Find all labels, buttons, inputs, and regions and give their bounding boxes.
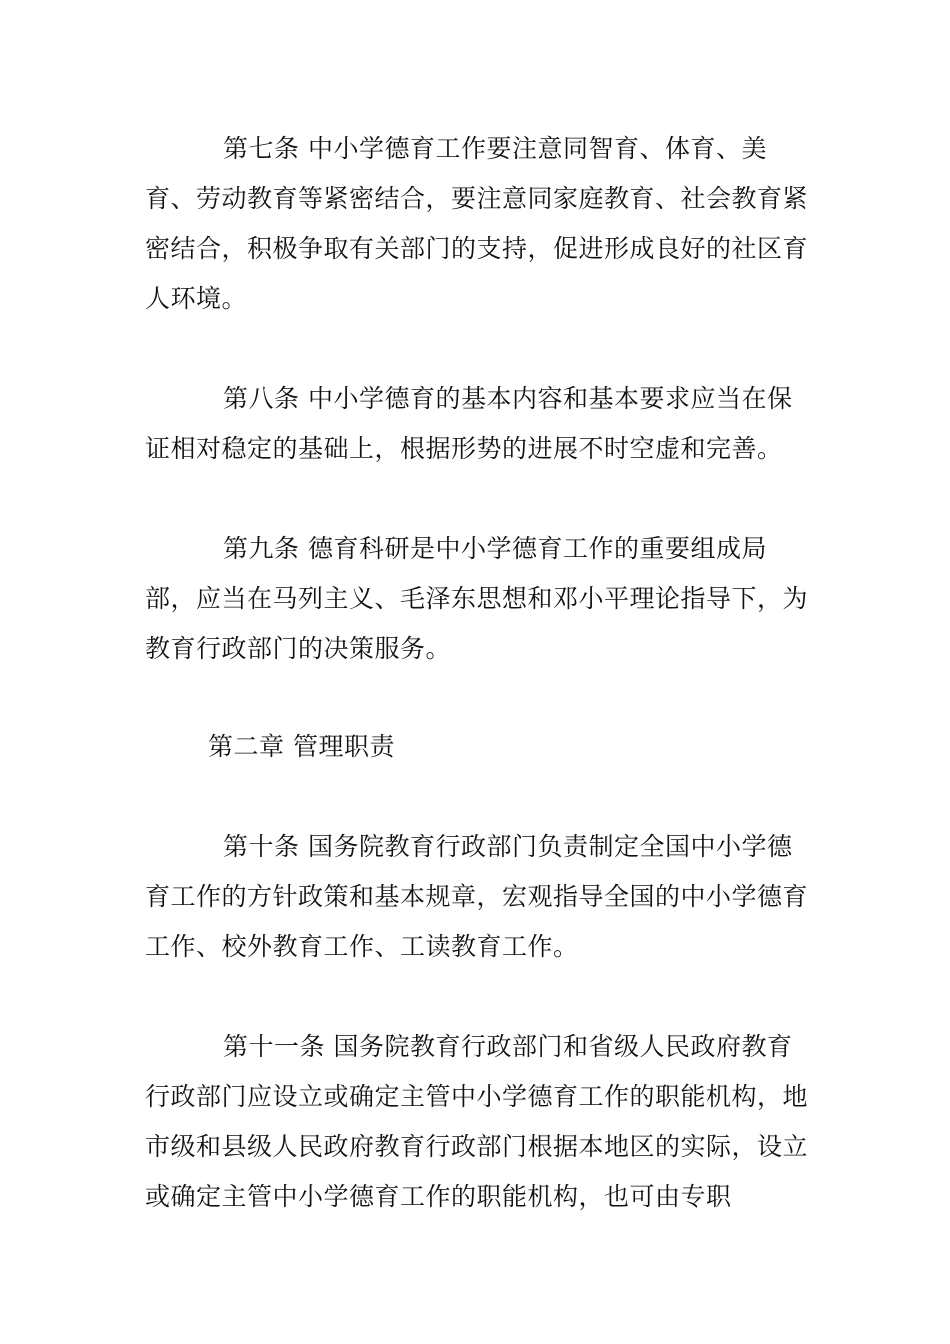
paragraph-article-11: 第十一条 国务院教育行政部门和省级人民政府教育行政部门应设立或确定主管中小学德育工作的职能机构，地市级和县级人民政府教育行政部门根据本地区的实际，设立或确定主管中小学德育工作的职能机构，也可由专职: [145, 1032, 809, 1211]
paragraph-article-10: 第十条 国务院教育行政部门负责制定全国中小学德育工作的方针政策和基本规章，宏观指导全国的中小学德育工作、校外教育工作、工读教育工作。: [145, 832, 809, 961]
chapter-heading: 第二章 管理职责: [208, 732, 395, 761]
paragraph-article-9: 第九条 德育科研是中小学德育工作的重要组成局部，应当在马列主义、毛泽东思想和邓小平理论指导下，为教育行政部门的决策服务。: [145, 534, 809, 663]
paragraph-article-7: 第七条 中小学德育工作要注意同智育、体育、美育、劳动教育等紧密结合，要注意同家庭教育、社会教育紧密结合，积极争取有关部门的支持，促进形成良好的社区育人环境。: [145, 134, 809, 313]
paragraph-article-8: 第八条 中小学德育的基本内容和基本要求应当在保证相对稳定的基础上，根据形势的进展不时空虚和完善。: [145, 384, 793, 463]
